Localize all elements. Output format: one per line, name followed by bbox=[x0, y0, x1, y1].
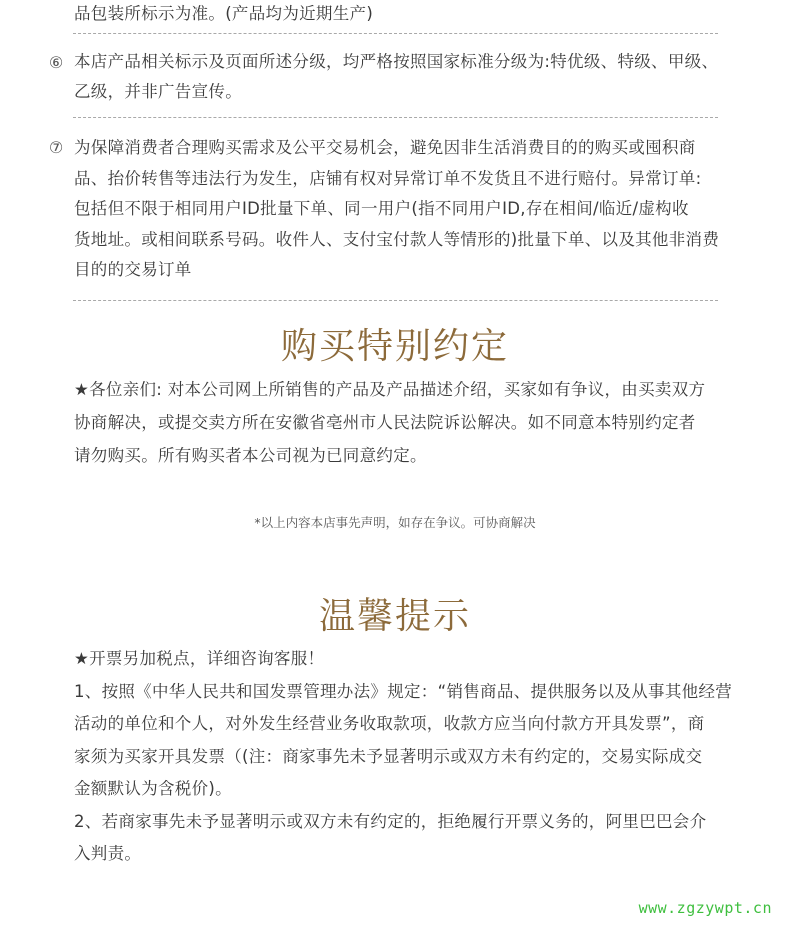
divider bbox=[73, 33, 718, 34]
item-7-line: 目的的交易订单 bbox=[74, 260, 192, 279]
divider bbox=[73, 300, 718, 301]
disclaimer-note: *以上内容本店事先声明，如存在争议。可协商解决 bbox=[254, 515, 536, 530]
item-7-text bbox=[74, 133, 736, 286]
warm-tips-line: 金额默认为含税价)。 bbox=[74, 779, 232, 798]
item-7-line: 品、抬价转售等违法行为发生，店铺有权对异常订单不发货且不进行赔付。异常订单: bbox=[74, 168, 702, 188]
warm-tips-line: ★开票另加税点，详细咨询客服！ bbox=[74, 649, 325, 668]
item-6-line: 本店产品相关标示及页面所述分级，均严格按照国家标准分级为:特优级、特级、甲级、 bbox=[74, 52, 719, 71]
warm-tips-title: 温馨提示 bbox=[318, 596, 471, 637]
purchase-agreement-text bbox=[74, 373, 736, 472]
agreement-line: ★各位亲们: 对本公司网上所销售的产品及产品描述介绍，买家如有争议，由买卖双方 bbox=[74, 380, 706, 399]
item-number-7: ⑦ bbox=[48, 138, 64, 157]
item-7-line: 包括但不限于相同用户ID批量下单、同一用户(指不同用户ID,存在相间/临近/虚构收 bbox=[74, 199, 689, 218]
agreement-line: 协商解决，或提交卖方所在安徽省亳州市人民法院诉讼解决。如不同意本特别约定者 bbox=[74, 413, 696, 432]
warm-tips-text bbox=[74, 643, 736, 871]
tail-text: 品包装所标示为准。(产品均为近期生产) bbox=[74, 4, 374, 23]
site-watermark: www.zgzywpt.cn bbox=[638, 899, 772, 917]
warm-tips-line: 1、按照《中华人民共和国发票管理办法》规定：“销售商品、提供服务以及从事其他经营 bbox=[74, 681, 733, 701]
agreement-line: 请勿购买。所有购买者本公司视为已同意约定。 bbox=[74, 446, 427, 465]
item-number-6: ⑥ bbox=[48, 53, 64, 72]
warm-tips-line: 活动的单位和个人，对外发生经营业务收取款项，收款方应当向付款方开具发票”，商 bbox=[74, 714, 705, 733]
warm-tips-line: 入判责。 bbox=[74, 844, 142, 863]
item-6-text bbox=[74, 47, 736, 107]
item-7-line: 为保障消费者合理购买需求及公平交易机会，避免因非生活消费目的的购买或囤积商 bbox=[74, 138, 696, 157]
item-7-line: 货地址。或相间联系号码。收件人、支付宝付款人等情形的)批量下单、以及其他非消费 bbox=[74, 229, 720, 249]
item-6-line: 乙级，并非广告宣传。 bbox=[74, 82, 242, 101]
warm-tips-line: 2、若商家事先未予显著明示或双方未有约定的，拒绝履行开票义务的，阿里巴巴会介 bbox=[74, 811, 707, 831]
purchase-agreement-title: 购买特别约定 bbox=[280, 326, 509, 367]
warm-tips-line: 家须为买家开具发票（(注：商家事先未予显著明示或双方未有约定的，交易实际成交 bbox=[74, 746, 703, 766]
divider bbox=[73, 117, 718, 118]
paragraph-tail bbox=[74, 0, 736, 28]
